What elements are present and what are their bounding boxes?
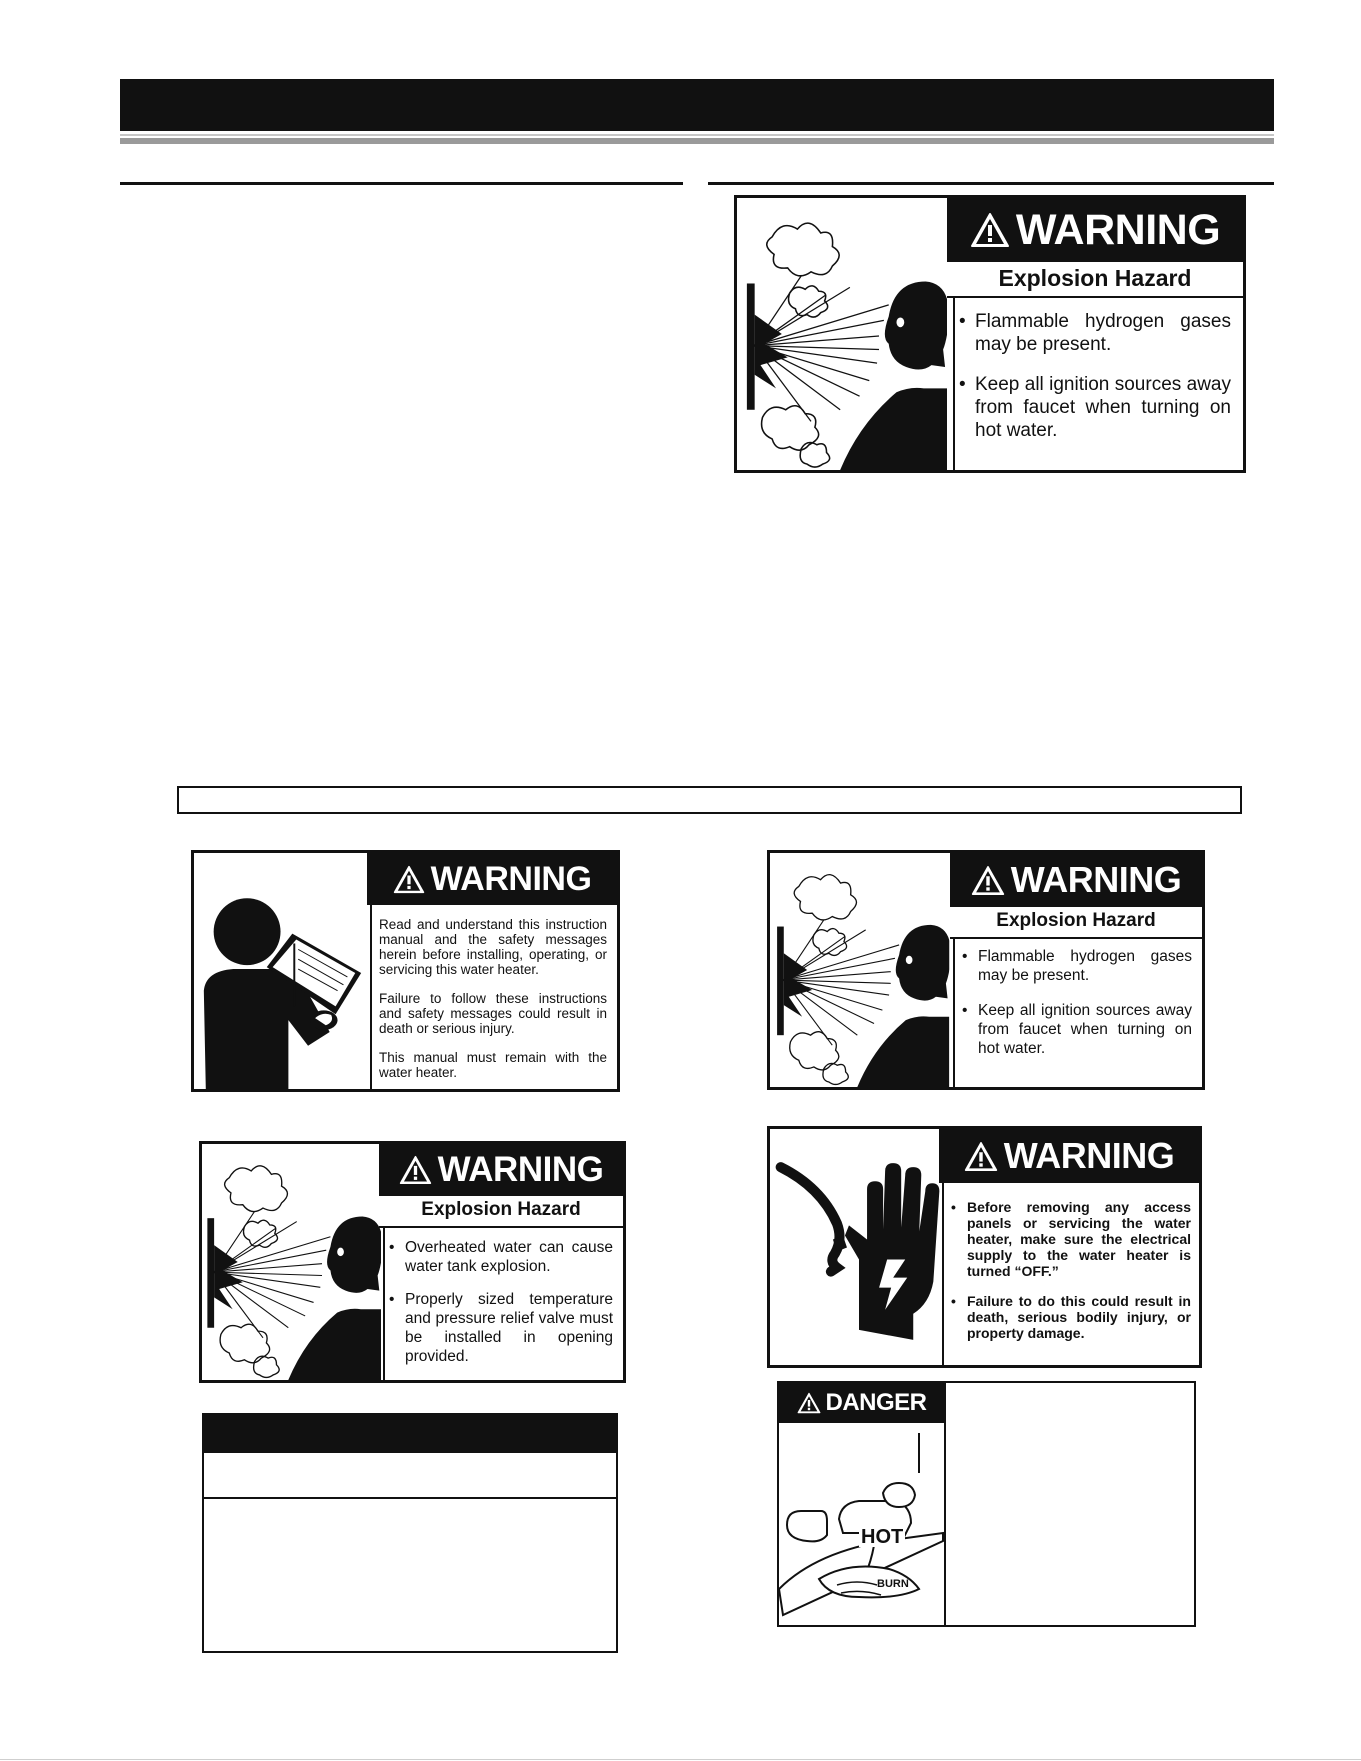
hot-text: HOT	[861, 1526, 904, 1548]
explosion-person-icon	[202, 1144, 385, 1380]
warning-subtitle: Explosion Hazard	[950, 907, 1202, 939]
left-column-rule	[120, 182, 683, 185]
warning-paragraph: Read and understand this instruction manual and the safety messages herein before installing, operating, or servicing this water heater.	[379, 917, 607, 977]
warning-label-overheated	[199, 1141, 626, 1383]
warning-body: • Before removing any access panels or servicing the water heater, make sure the electrical supply to the water heater is turned “OFF.” • Failure to do this could result in death, serious bodily injury, or property damage.	[951, 1199, 1191, 1341]
warning-subtitle: Explosion Hazard	[379, 1196, 623, 1228]
danger-title: DANGER	[825, 1389, 927, 1416]
danger-divider	[944, 1383, 946, 1625]
warning-header	[939, 1129, 1199, 1183]
header-grey-rule	[120, 138, 1274, 144]
warning-triangle-icon	[971, 865, 1005, 896]
warning-triangle-icon	[970, 212, 1010, 248]
warning-bullet: Failure to do this could result in death, serious bodily injury, or property damage.	[967, 1293, 1191, 1341]
page-bottom-edge	[0, 1759, 1361, 1760]
warning-body: • Flammable hydrogen gases may be present. • Keep all ignition sources away from faucet when turning on hot water.	[962, 948, 1192, 1057]
warning-title: WARNING	[1010, 859, 1182, 900]
explosion-person-icon	[770, 853, 955, 1087]
warning-label-explosion-top	[734, 195, 1246, 473]
right-column-rule	[708, 182, 1274, 185]
warning-bullet: Properly sized temperature and pressure relief valve must be installed in opening provided.	[405, 1291, 613, 1365]
warning-paragraph: Failure to follow these instructions and safety messages could result in death or serious injury.	[379, 991, 607, 1036]
warning-title: WARNING	[437, 1150, 604, 1189]
notice-divider	[204, 1497, 616, 1499]
burn-text: BURN	[877, 1578, 909, 1590]
danger-header	[779, 1383, 945, 1423]
header-underline	[120, 134, 1274, 136]
warning-header	[379, 1144, 623, 1196]
warning-bullet: Before removing any access panels or servicing the water heater, make sure the electrical supply to the water heater is turned “OFF.”	[967, 1199, 1191, 1279]
danger-label-hot-water	[777, 1381, 1196, 1627]
notice-header	[204, 1415, 616, 1453]
warning-triangle-icon	[964, 1141, 998, 1172]
warning-title: WARNING	[1015, 205, 1221, 254]
warning-header	[947, 198, 1243, 262]
warning-bullet: Overheated water can cause water tank explosion.	[405, 1239, 613, 1275]
warning-triangle-icon	[393, 865, 425, 894]
warning-title: WARNING	[430, 859, 592, 898]
warning-bullet: Flammable hydrogen gases may be present.	[978, 948, 1192, 984]
warning-triangle-icon	[797, 1392, 821, 1414]
warning-label-explosion-right	[767, 850, 1205, 1090]
electrical-shock-hand-icon	[770, 1129, 944, 1365]
warning-header	[950, 853, 1202, 907]
warning-bullet: Flammable hydrogen gases may be present.	[975, 311, 1231, 355]
reading-person-icon	[194, 853, 372, 1089]
warning-paragraph: This manual must remain with the water heater.	[379, 1050, 607, 1080]
warning-header	[367, 853, 617, 905]
warning-body: • Overheated water can cause water tank explosion. • Properly sized temperature and pressure relief valve must be installed in opening provided.	[389, 1239, 613, 1365]
warning-bullet: Keep all ignition sources away from faucet when turning on hot water.	[978, 1002, 1192, 1057]
hot-water-faucet-icon	[779, 1423, 944, 1625]
warning-subtitle: Explosion Hazard	[947, 262, 1243, 298]
warning-body	[367, 917, 617, 1080]
warning-body: • Flammable hydrogen gases may be present. • Keep all ignition sources away from faucet when turning on hot water.	[959, 311, 1231, 441]
warning-label-electrical	[767, 1126, 1202, 1368]
page-header-bar	[120, 79, 1274, 131]
warning-title: WARNING	[1003, 1135, 1175, 1176]
warning-bullet: Keep all ignition sources away from faucet when turning on hot water.	[975, 374, 1231, 441]
warning-label-read-manual	[191, 850, 620, 1092]
notice-box	[202, 1413, 618, 1653]
warning-triangle-icon	[399, 1155, 432, 1185]
section-frame	[177, 786, 1242, 814]
explosion-person-icon	[737, 198, 955, 470]
